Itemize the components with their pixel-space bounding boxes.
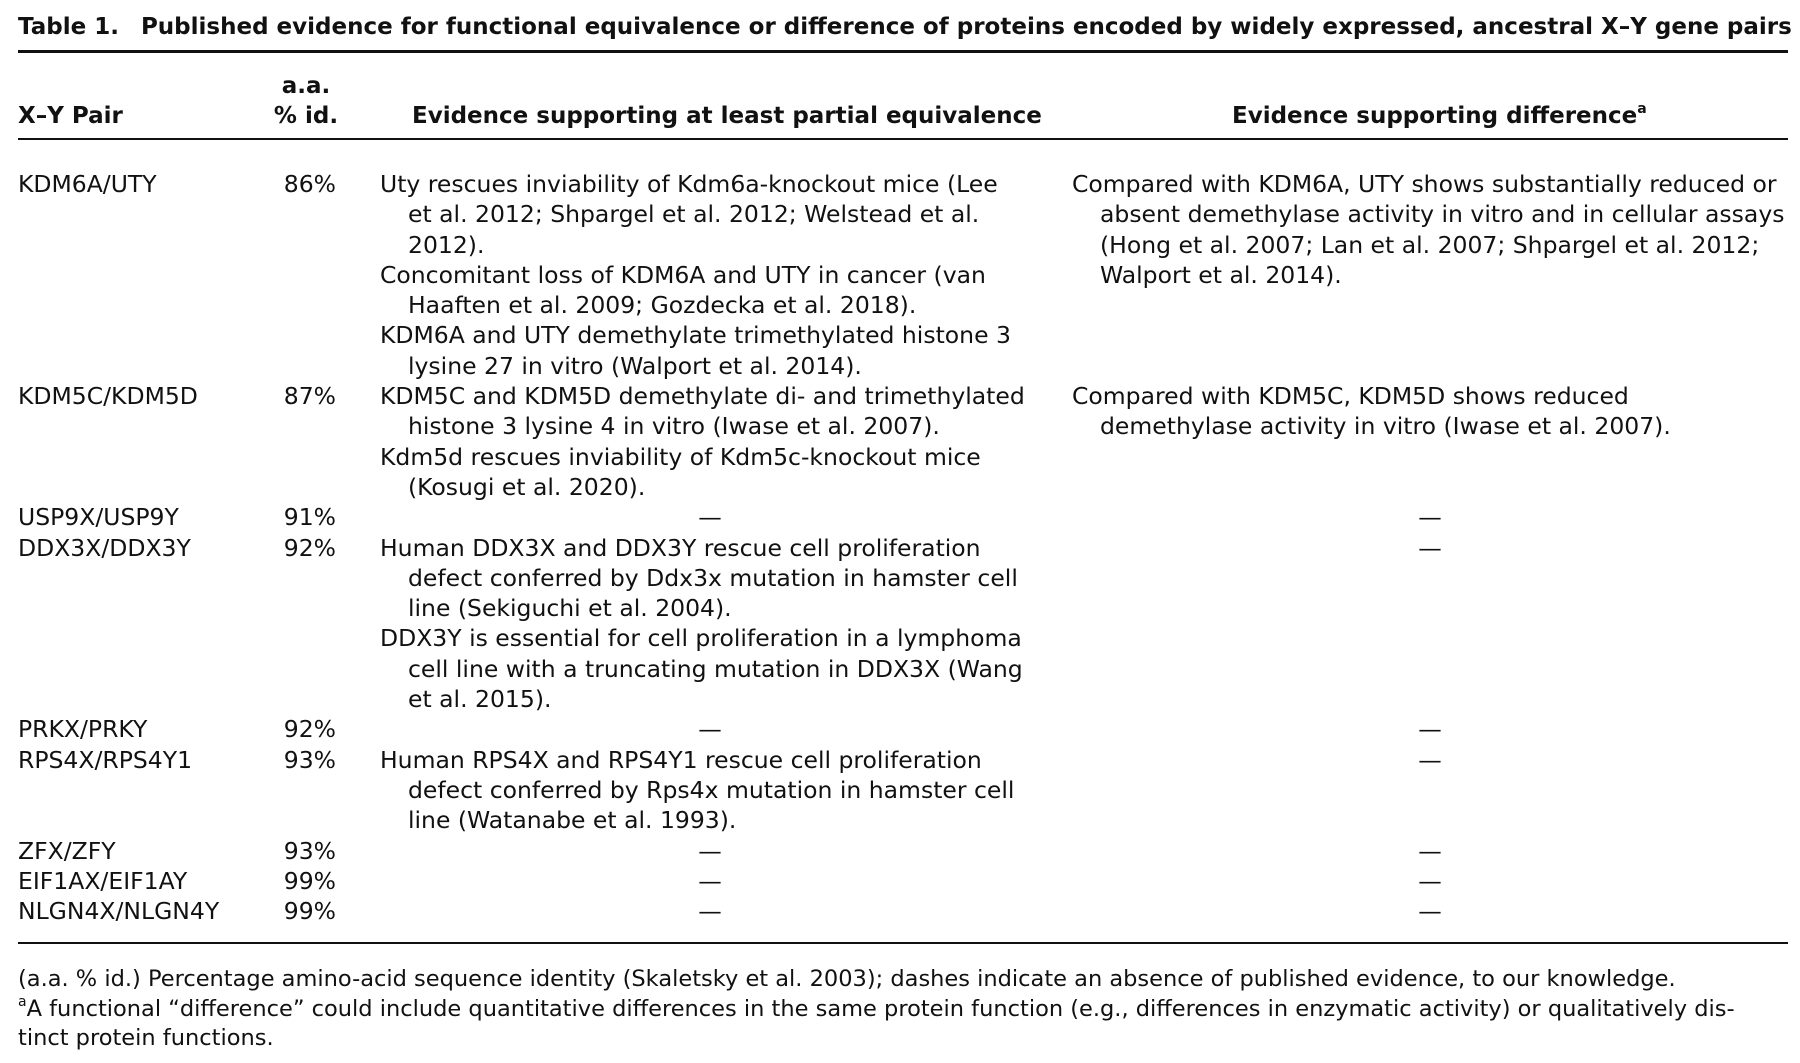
footnote-abbreviation: (a.a. % id.) Percentage amino-acid sequence identity (Skaletsky et al. 2003); dashes indicate an absence of published evidence, to our knowledge.	[18, 966, 1676, 992]
top-rule	[18, 50, 1788, 53]
evidence-line: KDM6A and UTY demethylate trimethylated histone 3	[380, 321, 1011, 350]
evidence-line: et al. 2015).	[408, 685, 552, 714]
table-caption: Published evidence for functional equivalence or difference of proteins encoded by widely expressed, ancestral X–Y gene pairs	[140, 14, 1792, 40]
row-pair: NLGN4X/NLGN4Y	[18, 897, 220, 926]
evidence-line: histone 3 lysine 4 in vitro (Iwase et al. 2007).	[408, 412, 940, 441]
header-rule	[18, 138, 1788, 140]
equivalence-evidence	[380, 169, 1011, 260]
row-identity: 86%	[283, 170, 336, 198]
bottom-rule	[18, 942, 1788, 944]
evidence-line: Human DDX3X and DDX3Y rescue cell proliferation	[380, 533, 981, 562]
difference-evidence	[1072, 169, 1784, 290]
header-identity-line2: % id.	[273, 103, 339, 129]
evidence-line: (Kosugi et al. 2020).	[408, 472, 646, 501]
equivalence-evidence	[380, 442, 1025, 503]
row-identity: 93%	[283, 745, 336, 774]
evidence-line: absent demethylase activity in vitro and in cellular assays	[1100, 200, 1785, 229]
row-pair: KDM5C/KDM5D	[18, 382, 198, 411]
evidence-line: Human RPS4X and RPS4Y1 rescue cell proliferation	[380, 745, 982, 774]
row-identity: 87%	[283, 382, 336, 411]
difference-dash: —	[1418, 503, 1442, 532]
evidence-line: lysine 27 in vitro (Walport et al. 2014).	[408, 351, 862, 380]
row-identity: 92%	[283, 715, 336, 744]
footnote-a-mark: a	[18, 994, 27, 1010]
evidence-line: line (Watanabe et al. 1993).	[408, 806, 737, 835]
equivalence-dash: —	[698, 866, 722, 895]
header-equivalence: Evidence supporting at least partial equivalence	[412, 103, 1042, 129]
equivalence-dash: —	[698, 897, 722, 926]
row-pair: DDX3X/DDX3Y	[18, 533, 191, 562]
row-pair: KDM6A/UTY	[18, 170, 157, 198]
difference-dash: —	[1418, 836, 1442, 865]
row-identity: 92%	[283, 533, 336, 562]
evidence-line: Walport et al. 2014).	[1100, 260, 1342, 289]
difference-cell	[1072, 381, 1671, 442]
equivalence-cell	[380, 169, 1011, 381]
evidence-line: line (Sekiguchi et al. 2004).	[408, 594, 732, 623]
row-pair: ZFX/ZFY	[18, 836, 116, 865]
header-pair: X–Y Pair	[18, 103, 123, 129]
evidence-line: Compared with KDM5C, KDM5D shows reduced	[1072, 382, 1629, 411]
evidence-line: demethylase activity in vitro (Iwase et al. 2007).	[1100, 412, 1671, 441]
equivalence-evidence	[380, 320, 1011, 381]
header-difference	[1232, 102, 1647, 131]
row-identity: 91%	[283, 503, 336, 532]
equivalence-cell	[380, 533, 1023, 715]
row-identity: 93%	[283, 836, 336, 865]
equivalence-evidence	[380, 623, 1023, 714]
equivalence-evidence	[380, 533, 1023, 624]
equivalence-dash: —	[698, 715, 722, 744]
table-title	[18, 12, 1792, 42]
evidence-line: DDX3Y is essential for cell proliferation in a lymphoma	[380, 624, 1022, 653]
evidence-line: defect conferred by Ddx3x mutation in hamster cell	[408, 563, 1018, 592]
row-identity: 99%	[283, 897, 336, 926]
evidence-line: Concomitant loss of KDM6A and UTY in cancer (van	[380, 260, 986, 289]
header-difference-text: Evidence supporting difference	[1232, 103, 1638, 129]
equivalence-cell	[380, 745, 1014, 836]
evidence-line: et al. 2012; Shpargel et al. 2012; Welstead et al.	[408, 200, 980, 229]
equivalence-evidence	[380, 381, 1025, 442]
row-identity: 99%	[283, 866, 336, 895]
table-label: Table 1.	[18, 14, 119, 40]
difference-cell	[1072, 169, 1784, 290]
row-pair: PRKX/PRKY	[18, 715, 148, 744]
equivalence-dash: —	[698, 836, 722, 865]
evidence-line: defect conferred by Rps4x mutation in hamster cell	[408, 775, 1015, 804]
equivalence-evidence	[380, 260, 1011, 321]
evidence-line: cell line with a truncating mutation in DDX3X (Wang	[408, 654, 1023, 683]
difference-dash: —	[1418, 745, 1442, 774]
evidence-line: KDM5C and KDM5D demethylate di- and trimethylated	[380, 382, 1025, 411]
difference-dash: —	[1418, 866, 1442, 895]
footnote-a-continued: tinct protein functions.	[18, 1025, 274, 1051]
equivalence-cell	[380, 381, 1025, 502]
evidence-line: (Hong et al. 2007; Lan et al. 2007; Shpargel et al. 2012;	[1100, 230, 1760, 259]
header-difference-footnote-mark: a	[1637, 101, 1647, 117]
row-pair: RPS4X/RPS4Y1	[18, 745, 193, 774]
row-pair: USP9X/USP9Y	[18, 503, 179, 532]
difference-dash: —	[1418, 533, 1442, 562]
difference-dash: —	[1418, 715, 1442, 744]
equivalence-evidence	[380, 745, 1014, 836]
evidence-line: Haaften et al. 2009; Gozdecka et al. 2018).	[408, 291, 917, 320]
header-identity-line1: a.a.	[281, 73, 331, 99]
equivalence-dash: —	[698, 503, 722, 532]
difference-dash: —	[1418, 897, 1442, 926]
footnote-a-line1: A functional “difference” could include quantitative differences in the same protein function (e.g., differences in enzymatic activity) or qualitatively dis-	[26, 996, 1735, 1022]
evidence-line: Compared with KDM6A, UTY shows substantially reduced or	[1072, 170, 1777, 198]
difference-evidence	[1072, 381, 1671, 442]
evidence-line: 2012).	[408, 230, 485, 259]
evidence-line: Kdm5d rescues inviability of Kdm5c-knockout mice	[380, 442, 981, 471]
footnote-a	[18, 994, 1735, 1024]
evidence-line: Uty rescues inviability of Kdm6a-knockout mice (Lee	[380, 170, 998, 198]
row-pair: EIF1AX/EIF1AY	[18, 866, 188, 895]
